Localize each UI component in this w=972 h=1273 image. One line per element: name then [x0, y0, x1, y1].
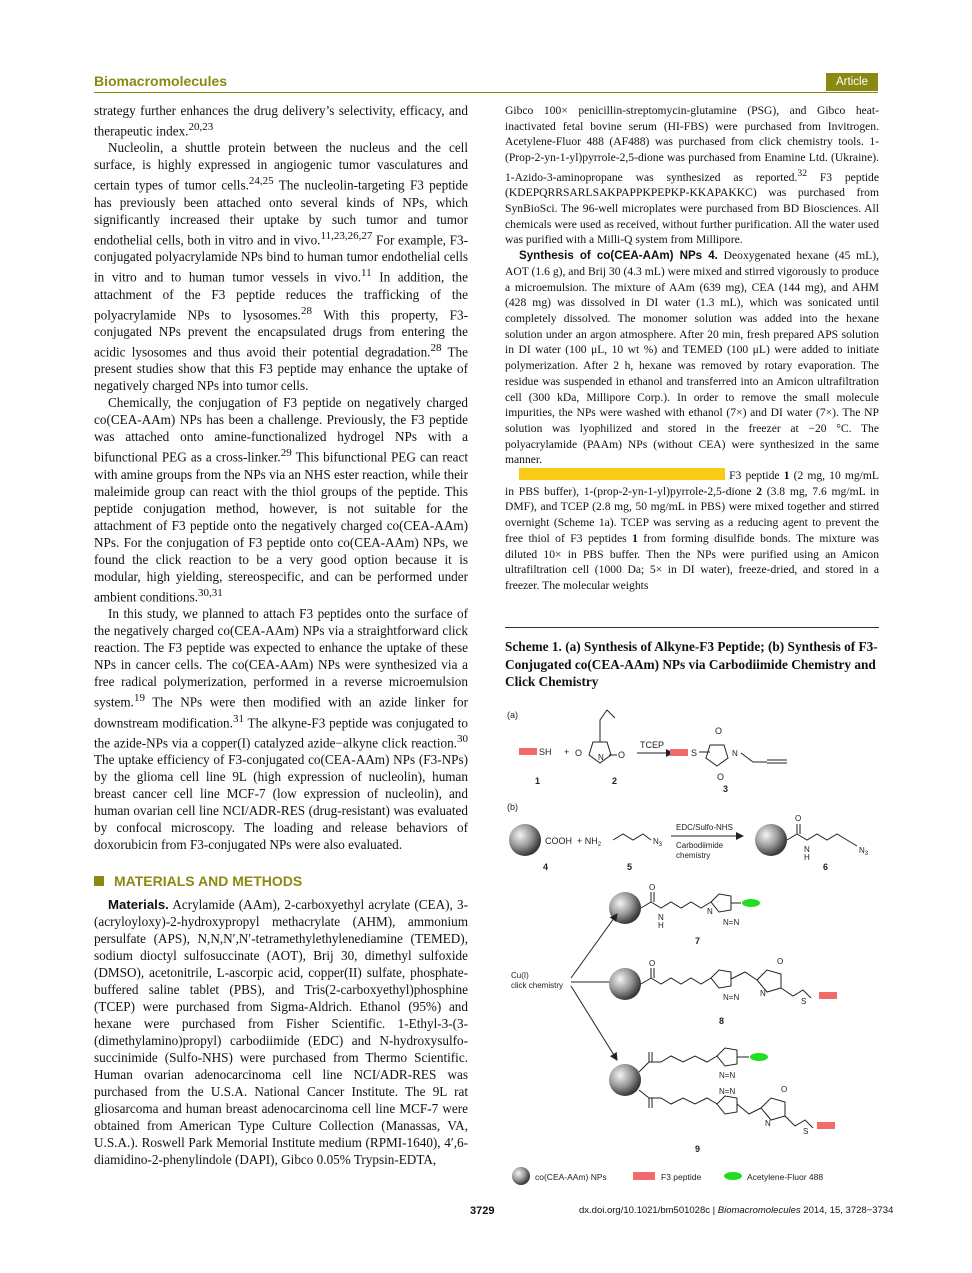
click-chemistry-label: click chemistry: [511, 981, 564, 990]
svg-text:N: N: [658, 913, 664, 922]
svg-text:N: N: [760, 989, 766, 998]
synthesis-paragraph: Synthesis of co(CEA-AAm) NPs 4. Deoxygenated hexane (45 mL), AOT (1.6 g), and Brij 30 (4.3 mL) were mixed and stirred vigorously to produce a microemulsion. The mixture of AAm (639 mg), CEA (144 mg), and AHM (428 mg) was dissolved in DI water (1.3 mL), which was sonicated until completely dissolved. The monomer solution was added into the hexane solution under an argon atmosphere. After 20 min, fresh prepared APS solution in DI water (100 μL, 10 wt %) and TEMED (100 μL) were added to initiate polymerization. After 2 h, hexane was removed by rotary evaporation. The residue was suspended in ethanol and transferred into an Amicon ultrafiltration cell (300 kDa, Millipore Corp.). In order to remove the small molecule impurities, the NPs were washed with ethanol (7×) and DI water (7×). The NP solution was lyophilized and stored in the freezer at −20 °C. The polyacrylamide (PAAm) NPs (without CEA) were synthesized in the same manner.: [505, 249, 879, 467]
svg-text:chemistry: chemistry: [676, 851, 711, 860]
svg-text:8: 8: [719, 1016, 725, 1026]
materials-continued: Gibco 100× penicillin-streptomycin-glutamine (PSG), and Gibco heat-inactivated fetal bovine serum (HI-FBS) were purchased from Invitrogen. Acetylene-Fluor 488 (AF488) was purchased from click chemistry tools. 1-(Prop-2-yn-1-yl)pyrrole-2,5-dione was purchased from Enamine Ltd. (Ukraine). 1-Azido-3-aminopropane was synthesized as reported.$^{32}$ F3 peptide (KDEPQRRSARLSAKPAPPKPEPKP-KKAPAKKC) was purchased from SynBioSci. The 96-well microplates were purchased from BD Biosciences. All chemicals were used as received, without further purification. All the water used was purified with a Milli-Q system from Millipore.: [505, 104, 879, 247]
right-column: [505, 103, 879, 594]
svg-text:N=N: N=N: [723, 993, 740, 1002]
svg-text:N: N: [707, 907, 713, 916]
materials-paragraph: Materials. Acrylamide (AAm), 2-carboxyethyl acrylate (CEA), 3-(acryloyloxy)-2-hydroxypropyl methacrylate (AHM), ammonium persulfate (APS), N,N,N′,N′-tetramethylethylenediamine (TEMED), sodium dioctyl sulfosuccinate (AOT), Brij 30, dimethyl sulfoxide (DMSO), acetonitrile, L-ascorpic acid, copper(II) sulfate, phosphate-buffered saline tablet (PBS), and Tris(2-carboxyethyl)phosphine (TCEP) were purchased from Sigma-Aldrich. Ethanol (95%) and hexane were purchased from Fisher Scientific. 1-Ethyl-3-(3-(dimethylamino)propyl) carbodiimide (EDC) and N-hydroxysulfo-succinimide (Sulfo-NHS) were purchased from Thermo Scientific. Human ovarian adenocarcinoma cell line NCI/ADR-RES was purchased from the U.S.A. National Cancer Institute. The 9L rat gliosarcoma and human breast adenocarcinoma cell line MCF-7 were obtained from American Type Culture Collection (Manassas, VA, U.S.A.). Roswell Park Memorial Institute medium (RPMI-1640), 4′,6-diamidino-2-phenylindole (DAPI), Gibco 0.05% Trypsin-EDTA,: [94, 897, 468, 1168]
page-number: 3729: [470, 1205, 495, 1217]
svg-text:+ NH2: + $NH_2$: [577, 836, 602, 848]
svg-text:O: O: [649, 959, 656, 968]
edc-label: EDC/Sulfo-NHS: [676, 823, 733, 832]
nanoparticle-6: [755, 824, 787, 856]
intro-paragraph-3: Chemically, the conjugation of F3 peptide on negatively charged co(CEA-AAm) NPs has been a challenge. Previously, the F3 peptide was attached onto amine-functionalized hydrogel NPs with a bifunctional PEG as a cross-linker.$^{29}$ This bifunctional PEG can react with amine groups from the NPs via an NHS ester reaction, while their maleimide group can react with the thiol groups of the peptide. This peptide conjugation method, however, is not suitable for the attachment of F3 peptide onto the negatively charged co(CEA-AAm) NPs. For the conjugation of F3 peptide onto co(CEA-AAm) NPs, we found the click reaction to be a very good option because it is modular, high yielding, stereospecific, and can be performed under ambient conditions.$^{30,31}$: [94, 395, 468, 605]
legend-f3-label: F3 peptide: [661, 1172, 702, 1182]
legend-f3-icon: [633, 1172, 655, 1180]
svg-text:5: 5: [627, 862, 633, 872]
intro-paragraph-1: strategy further enhances the drug delivery’s selectivity, efficacy, and therapeutic index.$^{20,23}$: [94, 103, 468, 139]
svg-text:O: O: [618, 750, 626, 760]
highlight-redaction: [519, 468, 725, 480]
left-column: [94, 102, 468, 1168]
svg-text:N=N: N=N: [719, 1071, 736, 1080]
svg-text:N: N: [765, 1119, 771, 1128]
svg-text:2: 2: [612, 776, 618, 786]
f3-peptide-block: [670, 749, 688, 756]
svg-text:N=N: N=N: [719, 1087, 736, 1096]
intro-paragraph-2: Nucleolin, a shuttle protein between the nucleus and the cell surface, is highly expressed in angiogenic tumor vasculatures and certain types of tumor cells.$^{24,25}$ The nucleolin-targeting F3 peptide has previously been attached onto several kinds of NPs, which significantly increased their uptake by such tumor and tumor endothelial cells, both in vitro and in vivo.$^{11,23,26,27}$ For example, F3-conjugated polyacrylamide NPs bind to human tumor endothelial cells in vitro and to human tumor vessels in vivo.$^{11}$ In addition, the attachment of the F3 peptide reduces the trafficking of the polyacrylamide NPs to lysosomes.$^{28}$ With this property, F3-conjugated NPs prevent the encapsulated drugs from entering the acidic lysosomes and thus avoid their potential degradation.$^{28}$ The present studies show that this F3 peptide may enhance the uptake of negatively charged NPs into tumor cells.: [94, 140, 468, 394]
legend-np-label: co(CEA-AAm) NPs: [535, 1172, 607, 1182]
scheme-caption: Scheme 1. (a) Synthesis of Alkyne-F3 Peptide; (b) Synthesis of F3-Conjugated co(CEA-AAm) NPs via Carbodiimide Chemistry and Click Chemistry: [505, 639, 878, 689]
svg-text:O: O: [717, 772, 725, 782]
legend-np-icon: [512, 1167, 530, 1185]
svg-text:O: O: [781, 1085, 788, 1094]
svg-text:O: O: [575, 748, 583, 758]
plus-sign: +: [564, 747, 570, 757]
cu-label: Cu(I): [511, 971, 529, 980]
svg-text:6: 6: [823, 862, 829, 872]
svg-text:7: 7: [695, 936, 701, 946]
svg-text:S: S: [801, 997, 807, 1006]
section-heading: MATERIALS AND METHODS: [94, 873, 468, 890]
article-type-badge: Article: [826, 73, 878, 91]
svg-text:N=N: N=N: [723, 918, 740, 927]
svg-text:COOH: COOH: [545, 836, 572, 846]
svg-text:N: N: [732, 749, 738, 758]
legend-fluor-label: Acetylene-Fluor 488: [747, 1172, 824, 1182]
svg-text:H: H: [804, 853, 810, 862]
svg-text:O: O: [777, 957, 784, 966]
svg-text:O: O: [715, 726, 723, 736]
footer-citation: dx.doi.org/10.1021/bm501028c | Biomacromolecules 2014, 15, 3728−3734: [579, 1205, 894, 1216]
fluor-488-tag: [742, 899, 760, 907]
header-rule: [94, 92, 878, 93]
nanoparticle-8: [609, 968, 641, 1000]
svg-text:Carbodiimide: Carbodiimide: [676, 841, 724, 850]
svg-text:N: N: [804, 845, 810, 854]
svg-text:S: S: [803, 1127, 809, 1136]
f3-peptide-block: [519, 748, 537, 755]
svg-text:N3: $N_3$: [653, 837, 663, 848]
svg-text:3: 3: [723, 784, 729, 794]
svg-text:H: H: [658, 921, 664, 930]
svg-text:9: 9: [695, 1144, 701, 1154]
svg-text:1: 1: [535, 776, 541, 786]
scheme-figure: [505, 700, 879, 1200]
nanoparticle-4: [509, 824, 541, 856]
alkyne-paragraph: F3 peptide 1 (2 mg, 10 mg/mL in PBS buffer), 1-(prop-2-yn-1-yl)pyrrole-2,5-dione 2 (3.8 mg, 7.6 mg/mL in DMF), and TCEP (2.8 mg, 50 mg/mL in PBS) were mixed together and stirred overnight (Scheme 1a). TCEP was serving as a reducing agent to prevent the free thiol of F3 peptides 1 from forming disulfide bonds. The mixture was diluted 10× in PBS buffer. Then the NPs were purified using an Amicon ultrafiltration cell (1000 Da; 5× in DI water), freeze-dried, and stored in a freezer. The molecular weights: [505, 469, 879, 592]
intro-paragraph-4: In this study, we planned to attach F3 peptides onto the surface of the negatively charged co(CEA-AAm) NPs via a straightforward click reaction. The F3 peptide was expected to enhance the uptake of these NPs in cancer cells. The co(CEA-AAm) NPs were synthesized via a free radical polymerization, performed in a reverse microemulsion system.$^{19}$ The NPs were then modified with an azide linker for downstream modification.$^{31}$ The alkyne-F3 peptide was conjugated to the azide-NPs via a copper(I) catalyzed azide−alkyne click reaction.$^{30}$ The uptake efficiency of F3-conjugated co(CEA-AAm) NPs (F3-NPs) by the glioma cell line 9L (high expression of nucleolin), human breast cancer cell line MCF-7 (low expression of nucleolin), and human ovarian cell line NCI/ADR-RES (drug-resistant) was evaluated by confocal microscopy. The loading and release behaviors of doxorubicin from F3-conjugated NPs were also evaluated.: [94, 606, 468, 853]
legend-fluor-icon: [724, 1172, 742, 1180]
fluor-488-tag: [750, 1053, 768, 1061]
scheme-label-a: (a): [507, 710, 518, 720]
sh-label: SH: [539, 747, 552, 757]
journal-name: Biomacromolecules: [94, 73, 228, 89]
svg-text:S: S: [691, 748, 698, 758]
nanoparticle-9: [609, 1064, 641, 1096]
svg-text:O: O: [649, 883, 656, 892]
svg-text:O: O: [795, 814, 802, 823]
svg-text:N: N: [598, 753, 604, 762]
tcep-label: TCEP: [640, 740, 665, 750]
scheme-label-b: (b): [507, 802, 518, 812]
scheme-rule: [505, 627, 879, 628]
section-square-icon: [94, 876, 104, 886]
f3-peptide-block: [817, 1122, 835, 1129]
f3-peptide-block: [819, 992, 837, 999]
svg-text:N3: $N_3$: [859, 846, 869, 857]
svg-text:4: 4: [543, 862, 549, 872]
